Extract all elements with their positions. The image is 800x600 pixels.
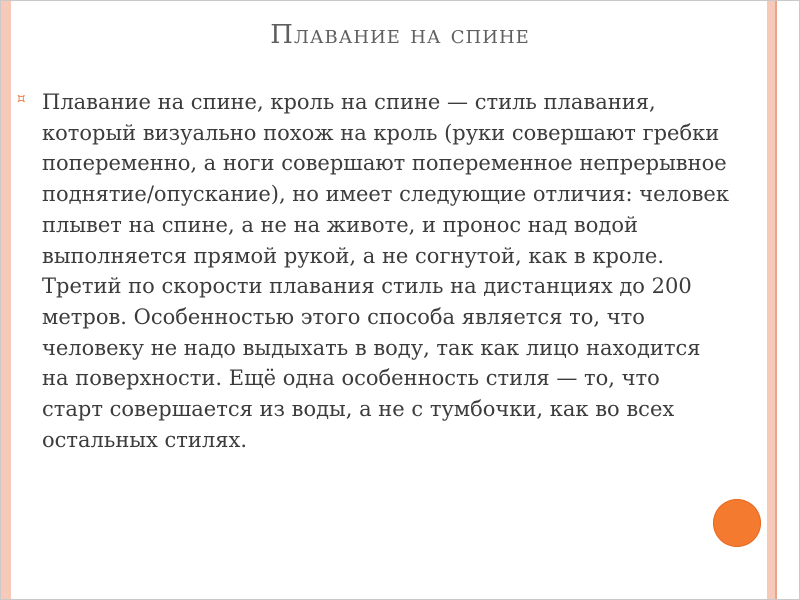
text-line: метров. Особенностью этого способа является то, что (42, 304, 645, 329)
text-line: Третий по скорости плавания стиль на дистанциях до 200 (42, 274, 692, 299)
text-line: попеременно, а ноги совершают попеременное непрерывное (42, 151, 727, 176)
decorative-circle-icon (713, 499, 761, 547)
slide-content (16, 87, 746, 455)
right-decorative-border (767, 1, 775, 599)
bullet-text (42, 87, 746, 455)
text-line: старт совершается из воды, а не с тумбочки, как во всех (42, 397, 675, 422)
text-line: на поверхности. Ещё одна особенность стиля — то, что (42, 366, 660, 391)
text-line: человеку не надо выдыхать в воду, так как лицо находится (42, 335, 701, 360)
slide-title: Плавание на спине (270, 20, 530, 50)
text-line: поднятие/опускание), но имеет следующие отличия: человек (42, 182, 729, 207)
bullet-item (16, 87, 746, 455)
bullet-marker-icon: ⯏ (16, 91, 27, 107)
text-line: Плавание на спине, кроль на спине — стиль плавания, (42, 90, 656, 114)
text-line: выполняется прямой рукой, а не согнутой, как в кроле. (42, 243, 665, 268)
right-border-line (775, 1, 777, 599)
left-decorative-border (1, 1, 11, 599)
text-line: плывет на спине, а не на животе, и пронос над водой (42, 212, 638, 237)
text-line: который визуально похож на кроль (руки совершают гребки (42, 120, 720, 145)
text-line: остальных стилях. (42, 427, 248, 452)
